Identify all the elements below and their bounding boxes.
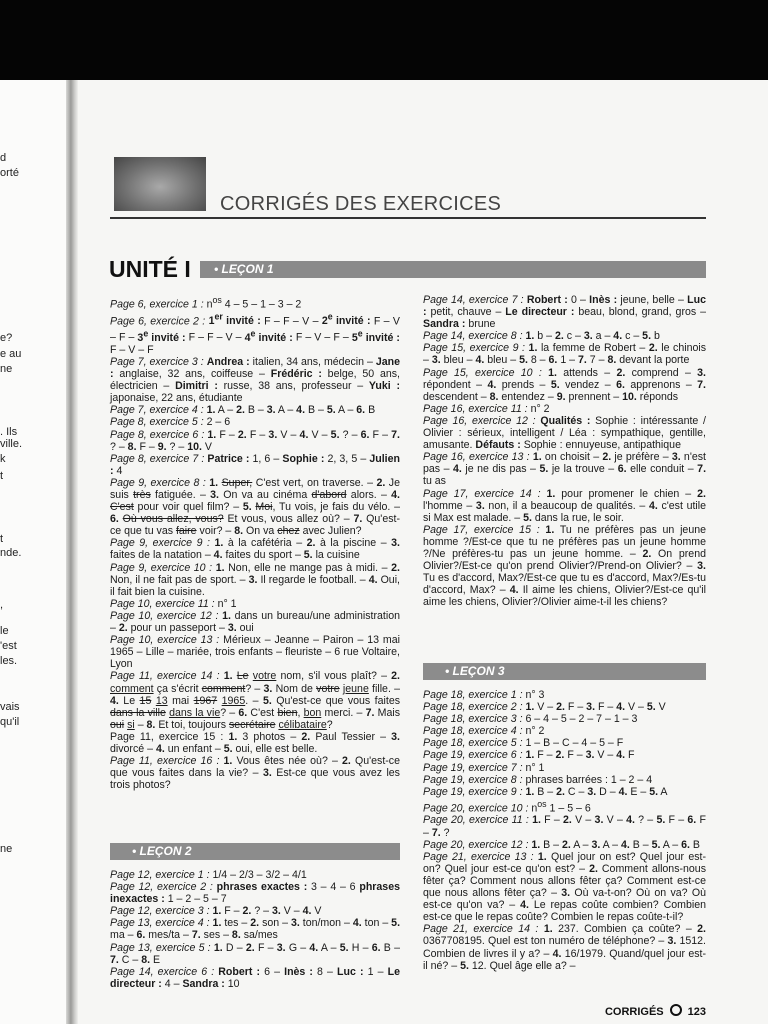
answer-paragraph: Page 19, exercice 9 : 1. B – 2. C – 3. D – 4. E – 5. A: [423, 785, 668, 798]
lesson-1-label: • LEÇON 1: [214, 262, 274, 276]
previous-page-fragment: nde.: [0, 547, 22, 559]
book-gutter: [66, 80, 78, 1024]
answer-paragraph: Page 6, exercice 2 : 1er invité : F – F – V – 2e invité : F – V – F – 3e invité : F – F – V – 4e invité : F – V – F – 5e invité : F – V – F: [110, 311, 400, 356]
answer-paragraph: Page 11, exercice 15 : 1. 3 photos – 2. Paul Tessier – 3. divorcé – 4. un enfant – 5. oui, elle est belle.: [110, 730, 400, 755]
previous-page-fragment: ne: [0, 363, 13, 375]
page-footer: [605, 1004, 706, 1018]
lesson-3-label: • LEÇON 3: [445, 664, 505, 678]
scanner-black-border: [0, 0, 768, 80]
answer-paragraph: Page 9, exercice 10 : 1. Non, elle ne mange pas à midi. – 2. Non, il ne fait pas de sport. – 3. Il regarde le football. – 4. Oui, il fait bien la cuisine.: [110, 561, 400, 598]
answer-paragraph: Page 15, exercice 9 : 1. la femme de Robert – 2. le chinois – 3. bleu – 4. bleu – 5. 8 – 6. 1 – 7. 7 – 8. devant la porte: [423, 342, 707, 367]
page-title: CORRIGÉS DES EXERCICES: [220, 193, 502, 215]
answer-paragraph: Page 21, exercice 14 : 1. 237. Combien ça coûte? – 2. 0367708195. Quel est ton numéro de téléphone? – 3. 1512. Combien de livres il y a? – 4. 16/1979. Quand/quel jour est-il né? – 5. 12. Quel âge elle a? –: [423, 923, 706, 972]
answer-paragraph: Page 12, exercice 3 : 1. F – 2. ? – 3. V – 4. V: [110, 905, 322, 918]
answer-paragraph: Page 10, exercice 12 : 1. dans un bureau/une administration – 2. pour un passeport – 3. oui: [110, 609, 400, 635]
answer-paragraph: Page 14, exercice 6 : Robert : 6 – Inès : 8 – Luc : 1 – Le directeur : 4 – Sandra : 10: [110, 965, 400, 990]
answer-paragraph: Page 11, exercice 16 : 1. Vous êtes née où? – 2. Qu'est-ce que vous faites dans la vie? – 3. Est-ce que vous avez les trois photos?: [110, 755, 400, 792]
answer-paragraph: Page 10, exercice 11 : n° 1: [110, 597, 237, 610]
answer-paragraph: Page 14, exercice 8 : 1. b – 2. c – 3. a – 4. c – 5. b: [423, 330, 660, 343]
previous-page-fragment: le: [0, 625, 9, 637]
answer-paragraph: Page 20, exercice 10 : $n^{os}$ 1 – 5 – 6: [423, 798, 591, 815]
unit-title: UNITÉ I: [109, 256, 191, 282]
lesson-1-banner: [200, 261, 706, 278]
previous-page-fragment: qu'il: [0, 716, 20, 728]
header-rule: [110, 217, 706, 219]
lesson-2-label: • LEÇON 2: [132, 844, 192, 858]
lesson-2-banner: [110, 843, 400, 860]
answer-paragraph: Page 18, exercice 2 : 1. V – 2. F – 3. F – 4. V – 5. V: [423, 701, 666, 714]
previous-page-fragment: e?: [0, 332, 13, 344]
previous-page-fragment: ville.: [0, 438, 23, 450]
answers-column-left-lesson-2: [110, 869, 400, 990]
previous-page-fragment: vais: [0, 701, 20, 713]
answer-paragraph: Page 21, exercice 13 : 1. Quel jour on est? Quel jour est-on? Quel jour est-ce qu'on est? – 2. Comment allons-nous fêter ça? Comment nous allons fêter ça? Comment est-ce que nous allons fêter ça? – 3. Où va-t-on? Où on va? Où est-ce qu'on va? – 4. Le repas coûte combien? Combien est-ce que le repas coûte? Combien le repas coûte-t-il?: [423, 850, 706, 924]
answer-paragraph: Page 8, exercice 6 : 1. F – 2. F – 3. V – 4. V – 5. ? – 6. F – 7. ? – 8. F – 9. ? – 10. V: [110, 428, 400, 453]
answers-column-right: [423, 294, 706, 608]
answer-paragraph: Page 18, exercice 1 : n° 3: [423, 689, 545, 701]
previous-page-fragment: orté: [0, 167, 19, 179]
answer-paragraph: Page 7, exercice 4 : 1. A – 2. B – 3. A – 4. B – 5. A – 6. B: [110, 404, 376, 417]
page-number: 123: [687, 1006, 706, 1018]
answer-paragraph: Page 15, exercice 10 : 1. attends – 2. comprend – 3. répondent – 4. prends – 5. vendez – 6. apprenons – 7. descendent – 8. entendez – 9. prennent – 10. réponds: [423, 366, 706, 403]
answer-paragraph: Page 19, exercice 6 : 1. F – 2. F – 3. V – 4. F: [423, 749, 635, 762]
lesson-3-banner: [423, 663, 706, 680]
previous-page-fragment: 'est: [0, 640, 17, 652]
answer-paragraph: Page 17, exercice 14 : 1. pour promener le chien – 2. l'homme – 3. non, il a beaucoup de qualités. – 4. c'est utile si Max est malade. – 5. dans la rue, le soir.: [423, 487, 707, 524]
answer-paragraph: Page 7, exercice 3 : Andrea : italien, 34 ans, médecin – Jane : anglaise, 32 ans, coiffeuse – Frédéric : belge, 50 ans, électricien – Dimitri : russe, 38 ans, professeur – Yuki : japonaise, 22 ans, étudiante: [110, 355, 400, 405]
answer-paragraph: Page 16, exercice 12 : Qualités : Sophie : intéressante / Olivier : sérieux, intelligent / Léa : sympathique, gentille, amusante. Défauts : Sophie : ennuyeuse, antipathique: [423, 414, 706, 452]
answer-paragraph: Page 8, exercice 5 : 2 – 6: [110, 416, 231, 429]
answer-paragraph: Page 20, exercice 12 : 1. B – 2. A – 3. A – 4. B – 5. A – 6. B: [423, 838, 700, 851]
header-decoration: [114, 157, 206, 211]
previous-page-fragment: . Ils: [0, 426, 18, 438]
answer-paragraph: Page 14, exercice 7 : Robert : 0 – Inès : jeune, belle – Luc : petit, chauve – Le directeur : beau, blond, grand, gros – Sandra : brune: [423, 294, 706, 331]
answer-paragraph: Page 12, exercice 1 : 1/4 – 2/3 – 3/2 – 4/1: [110, 869, 307, 881]
previous-page-edge: [0, 80, 72, 1024]
answer-paragraph: Page 13, exercice 4 : 1. tes – 2. son – 3. ton/mon – 4. ton – 5. ma – 6. mes/ta – 7. ses – 8. sa/mes: [110, 917, 401, 942]
previous-page-fragment: d: [0, 152, 7, 164]
answer-paragraph: Page 9, exercice 8 : 1. Super, C'est vert, on traverse. – 2. Je suis très fatiguée. – 3. On va au cinéma d'abord alors. – 4. C'est pour voir quel film? – 5. Moi, Tu vois, je fais du vélo. – 6. Où vous allez, vous? Et vous, vous allez où? – 7. Qu'est-ce que tu vas faire voir? – 8. On va chez avec Julien?: [110, 476, 400, 538]
previous-page-fragment: les.: [0, 655, 18, 667]
answer-paragraph: Page 18, exercice 3 : 6 – 4 – 5 – 2 – 7 – 1 – 3: [423, 713, 638, 726]
answer-paragraph: Page 19, exercice 7 : n° 1: [423, 761, 545, 774]
answer-paragraph: Page 12, exercice 2 : phrases exactes : 3 – 4 – 6 phrases inexactes : 1 – 2 – 5 – 7: [110, 881, 400, 906]
answer-paragraph: Page 18, exercice 5 : 1 – B – C – 4 – 5 – F: [423, 737, 624, 750]
answer-paragraph: Page 16, exercice 13 : 1. on choisit – 2. je préfère – 3. n'est pas – 4. je ne dis pas – 5. je la trouve – 6. elle conduit – 7. tu as: [423, 451, 707, 488]
answer-paragraph: Page 19, exercice 8 : phrases barrées : 1 – 2 – 4: [423, 773, 653, 786]
footer-label: CORRIGÉS: [604, 1006, 664, 1018]
answer-paragraph: Page 16, exercice 11 : n° 2: [423, 402, 550, 415]
previous-page-fragment: k: [0, 453, 6, 465]
circle-bullet-icon: [670, 1004, 682, 1016]
answers-column-right-lesson-3: [423, 689, 706, 972]
answer-paragraph: Page 17, exercice 15 : 1. Tu ne préfères pas un jeune homme ?/Est-ce que tu ne préfères pas un jeune homme ?/Ne préfères-tu pas un jeune homme. – 2. On prend Olivier?/Est-ce qu'on prend Olivier?/Prend-on Olivier? – 3. Tu es d'accord, Max?/Est-ce que tu es d'accord, Max?/Es-tu d'accord, Max? – 4. Il aime les chiens, Olivier?/Est-ce qu'il aime les chiens, Olivier?/Olivier aime-t-il les chiens?: [423, 523, 706, 609]
previous-page-fragment: ,: [0, 599, 4, 611]
answer-paragraph: Page 6, exercice 1 : $n^{os}$ 4 – 5 – 1 – 3 – 2: [110, 295, 302, 311]
answers-column-left: [110, 294, 400, 791]
answer-paragraph: Page 20, exercice 11 : 1. F – 2. V – 3. V – 4. ? – 5. F – 6. F – 7. ?: [423, 814, 706, 839]
answer-paragraph: Page 9, exercice 9 : 1. à la cafétéria – 2. à la piscine – 3. faites de la natation – 4. faites du sport – 5. la cuisine: [110, 537, 400, 562]
answer-paragraph: Page 18, exercice 4 : n° 2: [423, 725, 545, 738]
previous-page-fragment: t: [0, 470, 4, 482]
answer-paragraph: Page 10, exercice 13 : Mérieux – Jeanne – Pairon – 13 mai 1965 – Lille – mariée, trois enfants – fleuriste – 6 rue Voltaire, Lyon: [110, 634, 400, 671]
answer-paragraph: Page 11, exercice 14 : 1. Le votre nom, s'il vous plaît? – 2. comment ça s'écrit comment? – 3. Nom de votre jeune fille. – 4. Le 15 13 mai 1967 1965. – 5. Qu'est-ce que vous faites dans la ville dans la vie? – 6. C'est bien, bon merci. – 7. Mais oui si – 8. Et toi, toujours secrétaire célibataire?: [110, 670, 401, 731]
previous-page-fragment: ne: [0, 843, 13, 855]
answer-paragraph: Page 13, exercice 5 : 1. D – 2. F – 3. G – 4. A – 5. H – 6. B – 7. C – 8. E: [110, 941, 400, 966]
previous-page-fragment: e au: [0, 348, 22, 360]
previous-page-fragment: t: [0, 533, 4, 545]
answer-paragraph: Page 8, exercice 7 : Patrice : 1, 6 – Sophie : 2, 3, 5 – Julien : 4: [110, 452, 400, 477]
